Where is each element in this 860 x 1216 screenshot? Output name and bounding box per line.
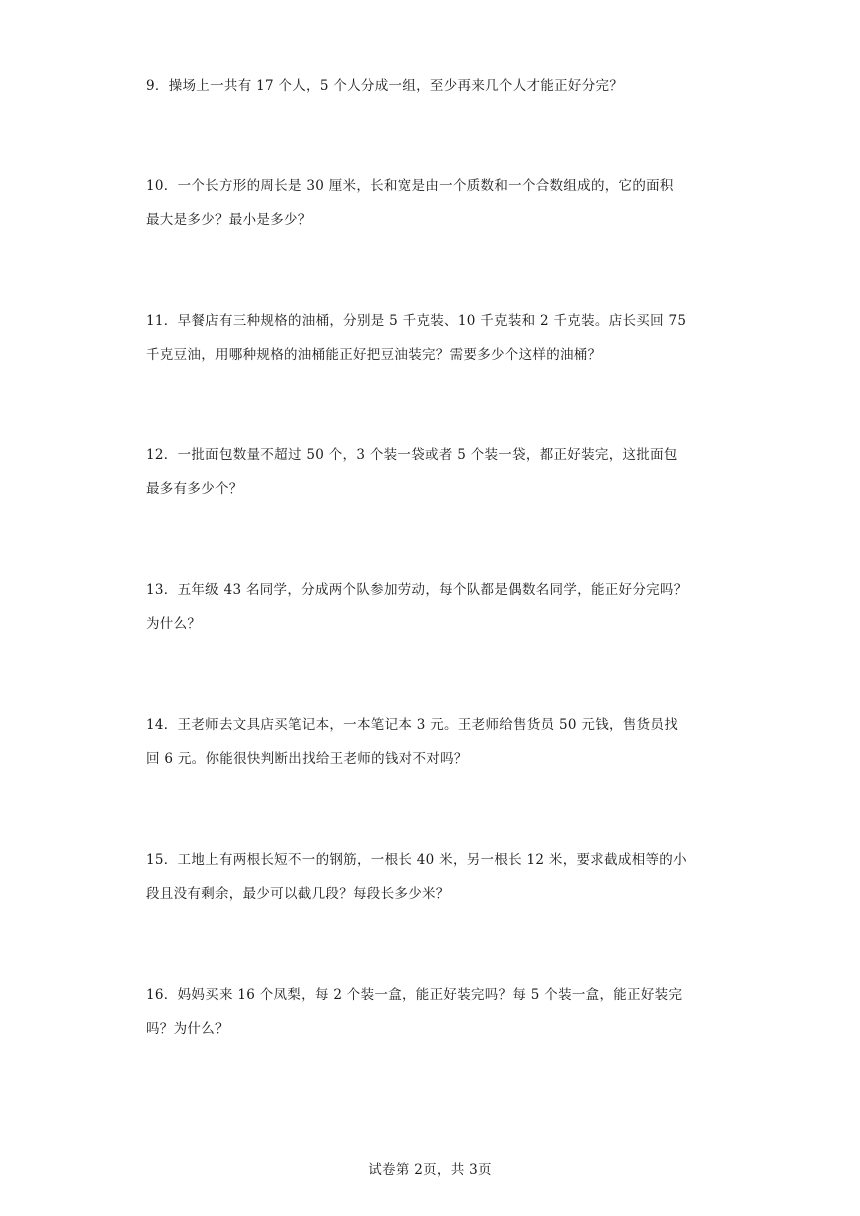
question-13-line-1: 13．五年级 43 名同学，分成两个队参加劳动，每个队都是偶数名同学，能正好分完吗？ bbox=[146, 582, 688, 598]
question-12-line-1: 12．一批面包数量不超过 50 个，3 个装一袋或者 5 个装一袋，都正好装完，这批面包 bbox=[146, 447, 678, 463]
page-footer: 试卷第 2页，共 3页 bbox=[368, 1162, 492, 1178]
question-14-line-2: 回 6 元。你能很快判断出找给王老师的钱对不对吗？ bbox=[146, 751, 468, 767]
question-10 bbox=[146, 169, 718, 237]
question-11 bbox=[146, 304, 718, 372]
question-11-line-2: 千克豆油，用哪种规格的油桶能正好把豆油装完？需要多少个这样的油桶？ bbox=[146, 347, 602, 363]
question-14 bbox=[146, 708, 718, 776]
question-9-line-1: 9．操场上一共有 17 个人，5 个人分成一组，至少再来几个人才能正好分完？ bbox=[146, 78, 624, 94]
question-10-line-2: 最大是多少？最小是多少？ bbox=[146, 212, 312, 228]
question-9 bbox=[146, 69, 718, 103]
question-16-line-2: 吗？为什么？ bbox=[146, 1021, 229, 1037]
question-13 bbox=[146, 573, 718, 641]
question-12-line-2: 最多有多少个？ bbox=[146, 481, 243, 497]
question-11-line-1: 11．早餐店有三种规格的油桶，分别是 5 千克装、10 千克装和 2 千克装。店长买回 75 bbox=[146, 313, 687, 329]
question-14-line-1: 14．王老师去文具店买笔记本，一本笔记本 3 元。王老师给售货员 50 元钱，售货员找 bbox=[146, 717, 679, 733]
question-13-line-2: 为什么？ bbox=[146, 616, 202, 632]
question-15-line-2: 段且没有剩余，最少可以截几段？每段长多少米？ bbox=[146, 886, 450, 902]
question-16 bbox=[146, 978, 718, 1046]
question-15-line-1: 15．工地上有两根长短不一的钢筋，一根长 40 米，另一根长 12 米，要求截成相等的小 bbox=[146, 852, 687, 868]
question-16-line-1: 16．妈妈买来 16 个凤梨，每 2 个装一盒，能正好装完吗？每 5 个装一盒，能正好装完 bbox=[146, 987, 683, 1003]
question-15 bbox=[146, 843, 718, 911]
question-12 bbox=[146, 438, 718, 506]
question-10-line-1: 10．一个长方形的周长是 30 厘米，长和宽是由一个质数和一个合数组成的，它的面积 bbox=[146, 178, 674, 194]
